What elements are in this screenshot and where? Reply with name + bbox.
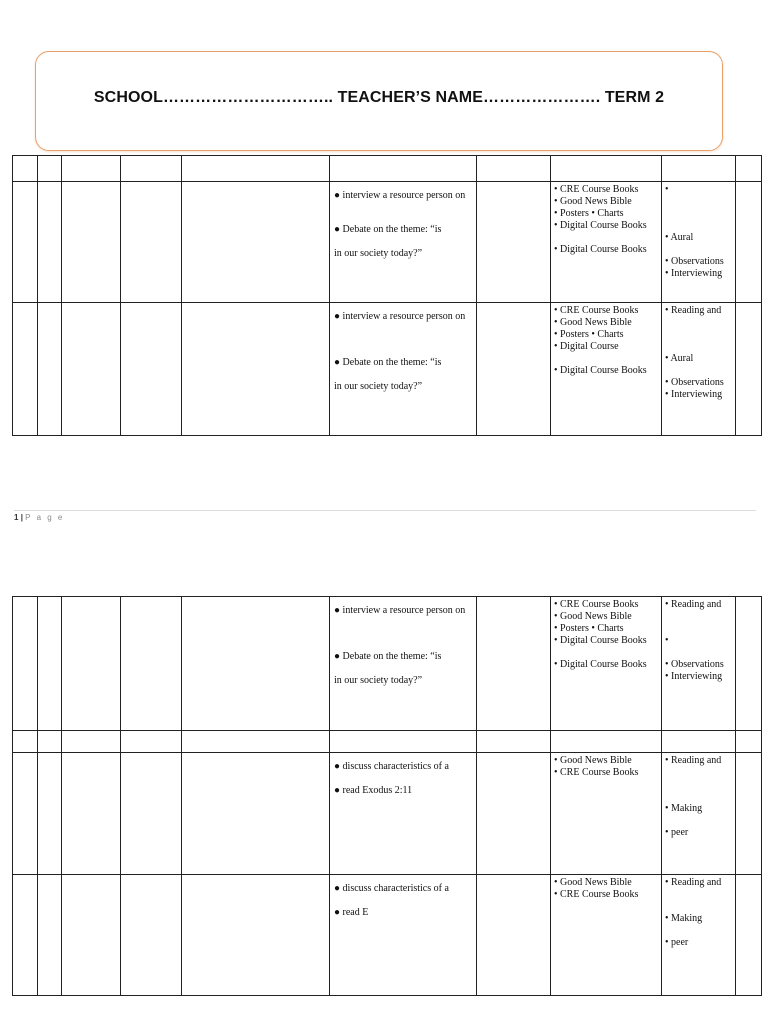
assessment-item: • Aural <box>665 232 694 243</box>
assessment-item: • Interviewing <box>665 268 723 279</box>
table-row <box>13 753 762 875</box>
assessment-item: • Interviewing <box>665 389 723 400</box>
school-dots: ………………………….. <box>162 89 334 106</box>
resource-item: • Digital Course <box>554 341 619 352</box>
learning-experiences-cell <box>330 875 477 996</box>
resources-cell <box>551 303 662 436</box>
experience-item: ● interview a resource person on <box>334 605 466 616</box>
table-row <box>13 875 762 996</box>
page-number: 1 <box>14 513 19 522</box>
resource-item: • Digital Course Books <box>554 220 647 231</box>
page-label: P a g e <box>25 513 65 522</box>
table-row <box>13 597 762 731</box>
footer-divider <box>14 510 756 511</box>
experience-item: in our society today?” <box>334 248 423 259</box>
scheme-table-page-2 <box>12 596 762 996</box>
resource-item: • Good News Bible <box>554 196 632 207</box>
school-label: SCHOOL <box>93 89 163 106</box>
resource-item: • CRE Course Books <box>554 184 639 195</box>
table-row <box>13 303 762 436</box>
resources-cell <box>551 597 662 731</box>
assessment-item: • Observations <box>665 659 724 670</box>
resources-cell <box>551 182 662 303</box>
assessment-item: • peer <box>665 827 689 838</box>
page-footer <box>14 513 64 522</box>
resource-item: • CRE Course Books <box>554 889 639 900</box>
assessment-item: • Aural <box>665 353 694 364</box>
resources-cell <box>551 753 662 875</box>
experience-item: in our society today?” <box>334 675 423 686</box>
experience-item: ● read E <box>334 907 369 918</box>
assessment-item: • Reading and <box>665 755 722 766</box>
resource-item: • Good News Bible <box>554 877 632 888</box>
experience-item: ● interview a resource person on <box>334 190 466 201</box>
term-label: TERM 2 <box>604 89 665 106</box>
assessment-cell <box>662 753 736 875</box>
resource-item: • Digital Course Books <box>554 659 647 670</box>
resource-item: • CRE Course Books <box>554 767 639 778</box>
assessment-item: • Reading and <box>665 877 722 888</box>
header-box <box>35 51 723 151</box>
experience-item: ● Debate on the theme: “is <box>334 357 442 368</box>
experience-item: ● Debate on the theme: “is <box>334 224 442 235</box>
table-header-row <box>13 156 762 182</box>
assessment-item: • Making <box>665 913 703 924</box>
assessment-item: • Reading and <box>665 599 722 610</box>
experience-item: ● discuss characteristics of a <box>334 761 449 772</box>
assessment-item: • <box>665 635 669 646</box>
resource-item: • Good News Bible <box>554 317 632 328</box>
experience-item: ● interview a resource person on <box>334 311 466 322</box>
resource-item: • CRE Course Books <box>554 305 639 316</box>
resource-item: • Posters • Charts <box>554 623 624 634</box>
resource-item: • Posters • Charts <box>554 208 624 219</box>
assessment-cell <box>662 182 736 303</box>
assessment-item: • Observations <box>665 377 724 388</box>
resources-cell <box>551 875 662 996</box>
experience-item: ● Debate on the theme: “is <box>334 651 442 662</box>
resource-item: • Good News Bible <box>554 611 632 622</box>
resource-item: • Digital Course Books <box>554 635 647 646</box>
resource-item: • Digital Course Books <box>554 244 647 255</box>
assessment-cell <box>662 875 736 996</box>
assessment-item: • Making <box>665 803 703 814</box>
scheme-table-page-1 <box>12 155 762 436</box>
assessment-item: • Observations <box>665 256 724 267</box>
experience-item: in our society today?” <box>334 381 423 392</box>
resource-item: • Good News Bible <box>554 755 632 766</box>
resource-item: • CRE Course Books <box>554 599 639 610</box>
teacher-dots: …………………. <box>483 89 601 106</box>
assessment-cell <box>662 303 736 436</box>
experience-item: ● read Exodus 2:11 <box>334 785 413 796</box>
footer-separator: | <box>20 513 23 522</box>
table-row <box>13 182 762 303</box>
assessment-item: • Interviewing <box>665 671 723 682</box>
header-line <box>36 89 722 107</box>
assessment-item: • <box>665 184 669 195</box>
experience-item: ● discuss characteristics of a <box>334 883 449 894</box>
assessment-cell <box>662 597 736 731</box>
learning-experiences-cell <box>330 303 477 436</box>
table-row <box>13 731 762 753</box>
learning-experiences-cell <box>330 753 477 875</box>
learning-experiences-cell <box>330 597 477 731</box>
assessment-item: • Reading and <box>665 305 722 316</box>
learning-experiences-cell <box>330 182 477 303</box>
resource-item: • Posters • Charts <box>554 329 624 340</box>
assessment-item: • peer <box>665 937 689 948</box>
resource-item: • Digital Course Books <box>554 365 647 376</box>
teacher-label: TEACHER’S NAME <box>337 89 484 106</box>
